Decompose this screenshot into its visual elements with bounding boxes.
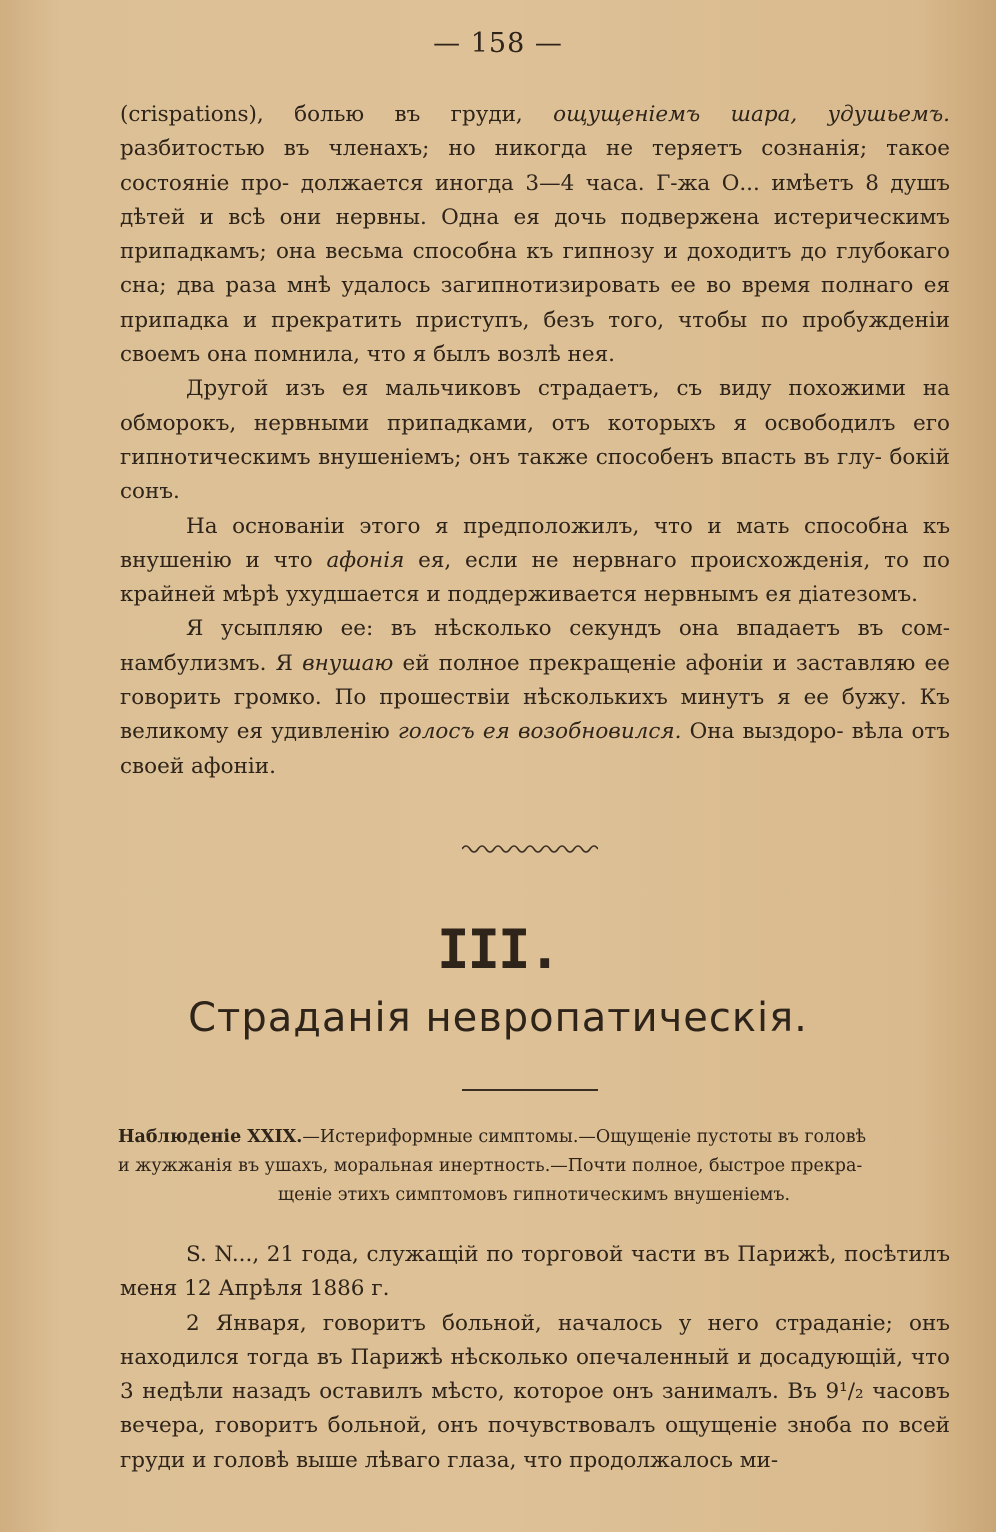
text-run: бокій сонъ. [120,444,950,505]
text-run: вѣла отъ своей афоніи. [120,719,950,779]
top-text-block [120,98,950,784]
text-run: 2 Января, говоритъ больной, началось у него страданіе; онъ [186,1310,950,1336]
text-run: На основаніи этого я предположилъ, что и мать способна къ [186,513,950,539]
text-run: посѣтилъ меня 12 Апрѣля 1886 г. [120,1242,950,1302]
text-run: обморокъ, нервными припадками, отъ которыхъ я освободилъ его [120,410,950,436]
paragraph-5 [120,1238,950,1307]
text-run: внушенію и что [120,547,327,573]
page-number: — 158 — [433,28,563,59]
text-run: Я усыпляю ее: въ нѣсколько секундъ она впадаетъ въ сом- [186,616,950,642]
text-run: весьма способна къ гипнозу и доходитъ до глубокаго сна; два раза [120,239,950,299]
text-run: разбитостью [120,136,265,162]
text-run: должается иногда 3—4 часа. Г-жа О... имѣетъ 8 душъ дѣтей и всѣ [120,170,950,230]
text-run: по всей груди и головѣ выше лѣваго глаза, что продолжалось ми- [120,1413,950,1473]
observation-line-2: и жужжанія въ ушахъ, моральная инертность.—Почти полное, быстрое прекра- [118,1156,863,1176]
text-run: ее говорить громко. По прошествіи нѣсколькихъ минутъ я ее бужу. [120,650,950,711]
italic-text-run: голосъ ея возобновился. [397,719,682,745]
text-run: помнила, что я былъ возлѣ нея. [254,342,615,368]
text-run: ей полное прекращеніе афоніи и заставляю [393,650,916,676]
observation-heading [118,1123,950,1210]
observation-line-1: —Истериформные симптомы.—Ощущеніе пустоты въ головѣ [302,1127,867,1147]
paragraph-4 [120,612,950,783]
paragraph-6 [120,1307,950,1478]
text-run: они нервны. Одна ея дочь подвержена истерическимъ припадкамъ; она [120,204,950,265]
text-run: намбулизмъ. Я [120,650,303,676]
bottom-text-block [120,1238,950,1478]
text-run: что 3 недѣли назадъ оставилъ мѣсто, которое онъ занималъ. Въ 9¹/₂ [120,1344,950,1405]
text-run: гипнотическимъ внушеніемъ; онъ также способенъ впасть въ глу- [120,444,882,470]
chapter-title: Страданія невропатическія. [188,995,808,1041]
wavy-divider-icon [462,842,598,856]
text-run: прекратить приступъ, безъ того, чтобы по пробужденіи своемъ она [120,307,950,368]
text-run: находился тогда въ Парижѣ нѣсколько опечаленный и досадующій, [120,1344,904,1370]
text-run: ея, если не нервнаго происхожденія, то по [404,547,950,573]
text-run: Она выздоро- [681,719,844,745]
observation-label: Наблюденіе XXIX. [118,1127,303,1147]
paragraph-2 [120,372,950,509]
italic-text-run: ощущеніемъ шара, удушьемъ. [553,102,950,127]
text-run: мнѣ удалось загипнотизировать ее во время полнаго ея припадка и [120,273,950,333]
italic-text-run: внушаю [302,650,394,676]
paragraph-3 [120,510,950,613]
text-run: крайней мѣрѣ ухудшается и поддерживается нервнымъ ея діатезомъ. [120,582,919,608]
chapter-number: III. [436,918,560,981]
text-run: часовъ вечера, говоритъ больной, онъ почувствовалъ ощущеніе зноба [120,1379,950,1439]
text-run: Другой изъ ея мальчиковъ страдаетъ, съ виду похожими на [186,376,950,402]
observation-line-3: щеніе этихъ симптомовъ гипнотическимъ внушеніемъ. [277,1185,791,1205]
italic-text-run: афонія [326,547,405,573]
text-run: въ членахъ; но никогда не теряетъ сознанія; такое состояніе про- [120,136,950,196]
divider-line [462,1089,598,1091]
text-run: Къ великому ея удивленію [120,685,950,745]
text-run: S. N..., 21 года, служащій по торговой части въ Парижѣ, [186,1242,837,1267]
paragraph-1 [120,98,950,372]
text-run: (crispations), болью въ груди, [120,102,554,127]
